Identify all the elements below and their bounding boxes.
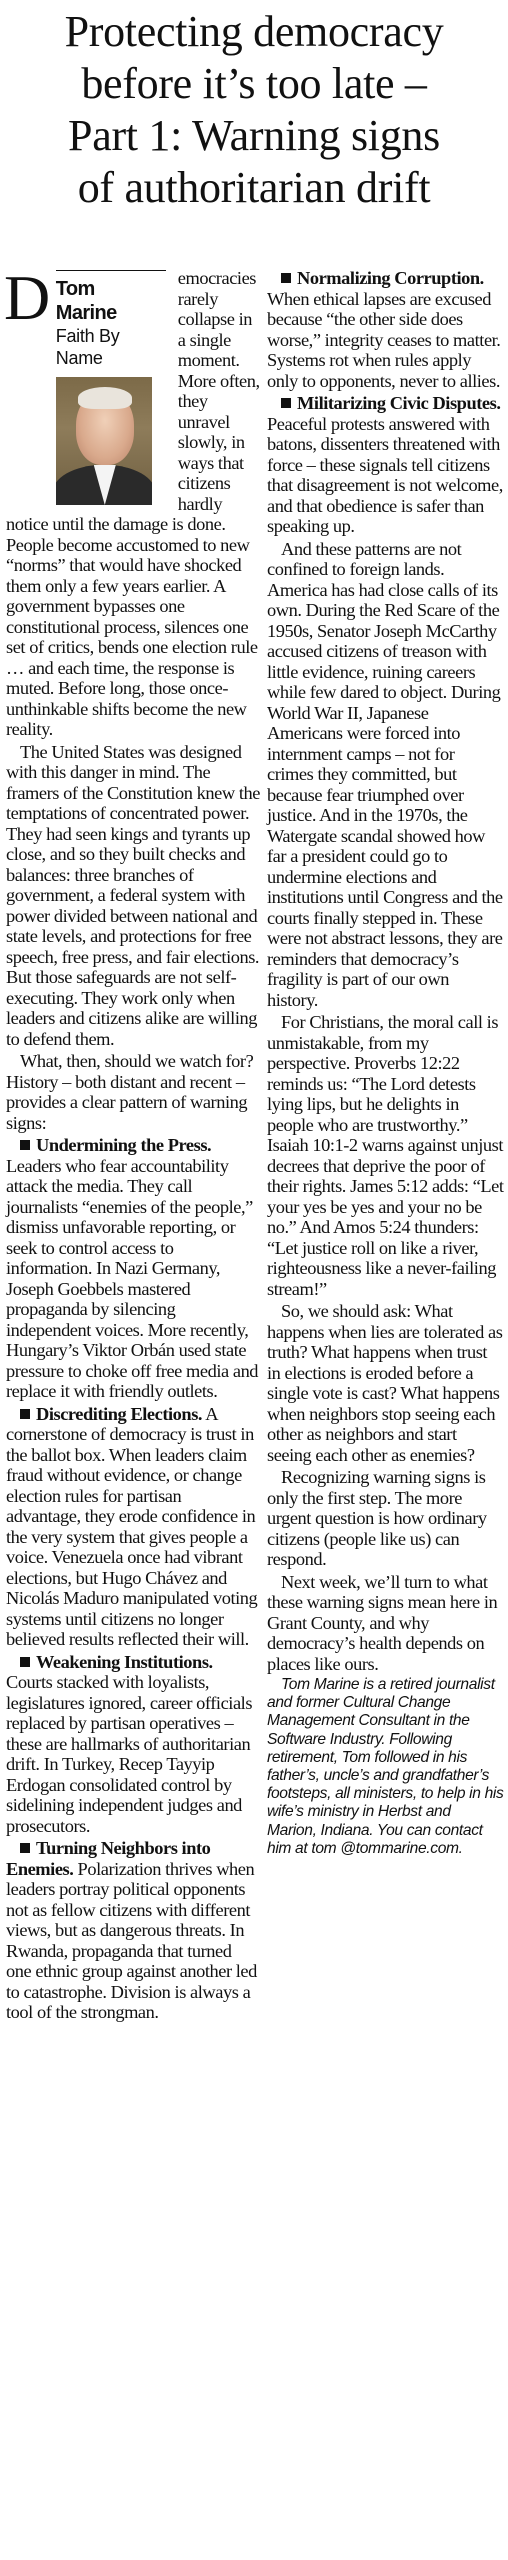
bullet-neighbors-start: [6, 1838, 260, 2023]
author-name-line-1: Tom: [55, 278, 95, 300]
headline-line-4: of authoritarian drift: [77, 163, 431, 212]
byline-box: [56, 270, 166, 505]
paragraph-christians: For Christians, the moral call is unmistakable, from my perspective. Proverbs 12:22 reminds us: “The Lord detests lying lips, but he delights in people who are trustworthy.” Isaiah 10:1-2 warns against unjust decrees that deprive the poor of their rights. James 5:12 adds: “Let your yes be yes and your no be no.” And Amos 5:24 thunders: “Let justice roll on like a river, righteousness like a never-failing stream!”: [267, 1012, 504, 1299]
paragraph-warning-intro: What, then, should we watch for? History – both distant and recent – provides a clear pattern of warning signs:: [6, 1051, 254, 1133]
bullet-press-heading: Undermining the Press.: [36, 1135, 212, 1155]
headline-line-3: Part 1: Warning signs: [68, 111, 440, 160]
lead-text: emocracies rarely collapse in a single moment. More often, they unravel slowly, in ways that citizens hardly notice until the damage is done. People become accustomed to new “norms” that would have shocked them only a few years earlier. A government bypasses one constitutional process, silences one set of critics, bends one election rule … and each time, the response is muted. Before long, those once-unthinkable shifts become the new reality.: [6, 268, 260, 739]
article-column-right: [267, 268, 504, 1860]
headline: [6, 6, 502, 214]
bullet-elections-text: A cornerstone of democracy is trust in the ballot box. When leaders claim fraud without evidence, or change election rules for partisan advantage, they erode confidence in the very system that gives people a voice. Venezuela once had vibrant elections, but Hugo Chávez and Nicolás Maduro manipulated voting systems until citizens no longer believed results reflected their will.: [6, 1403, 258, 1649]
bullet-press: [6, 1135, 260, 1402]
bullet-square-icon: [20, 1140, 30, 1150]
bullet-militarizing-heading: Militarizing Civic Disputes.: [297, 393, 501, 413]
bullet-institutions-text: Courts stacked with loyalists, legislatures ignored, career officials replaced by partisan operatives – these are hallmarks of authoritarian drift. In Turkey, Recep Tayyip Erdogan consolidated control by sidelining independent judges and prosecutors.: [6, 1672, 253, 1836]
drop-cap: D: [4, 262, 50, 333]
bullet-elections: [6, 1404, 260, 1650]
paragraph-history: And these patterns are not confined to foreign lands. America has had close calls of its own. During the Red Scare of the 1950s, Senator Joseph McCarthy accused citizens of treason with little evidence, ruining careers while few dared to object. During World War II, Japanese Americans were forced into internment camps – not for crimes they committed, but because fear triumphed over justice. And in the 1970s, the Watergate scandal showed how far a president could go to undermine elections and institutions until Congress and the courts finally stepped in. These were not abstract lessons, they are reminders that democracy’s fragility is part of our own history.: [267, 538, 503, 1010]
paragraph-next-week: Next week, we’ll turn to what these warning signs mean here in Grant County, and why democracy’s health depends on places like ours.: [267, 1571, 498, 1674]
column-name-line-2: Name: [55, 348, 103, 368]
author-photo: [56, 377, 152, 505]
article-column-left: [4, 262, 260, 2025]
bullet-elections-heading: Discrediting Elections.: [36, 1403, 203, 1424]
bullet-square-icon: [281, 398, 291, 408]
bullet-militarizing-text: Peaceful protests answered with batons, dissenters threatened with force – these signals tell citizens that disagreement is not welcome, and that obedience is safer than speaking up.: [267, 413, 503, 536]
paragraph-recognizing: Recognizing warning signs is only the first step. The more urgent question is how ordinary citizens (people like us) can respond.: [267, 1467, 487, 1569]
bullet-square-icon: [20, 1843, 30, 1853]
author-name-line-2: Marine: [55, 302, 117, 324]
bullet-neighbors-heading: Turning Neighbors into Enemies.: [6, 1838, 211, 1879]
photo-hair: [78, 387, 132, 409]
headline-line-1: Protecting democracy: [64, 7, 444, 56]
bullet-corruption-text: When ethical lapses are excused because “the other side does worse,” integrity ceases to matter. Systems rot when rules apply only to opponents, never to allies.: [267, 288, 501, 391]
author-bio: Tom Marine is a retired journalist and former Cultural Change Management Consultant in the Software Industry. Following retirement, Tom followed in his father’s, uncle’s and grandfather’s footsteps, all ministers, to help in his wife’s ministry in Herbst and Marion, Indiana. You can contact him at tom @tommarine.com.: [267, 1676, 504, 1857]
bullet-militarizing: [267, 393, 504, 537]
column-name-line-1: Faith By: [55, 326, 120, 346]
bullet-square-icon: [20, 1409, 30, 1419]
bullet-neighbors-text: Polarization thrives when leaders portray political opponents not as fellow citizens with different views, but as dangerous threats. In Rwanda, propaganda that turned one ethnic group against another led to catastrophe. Division is always a tool of the strongman.: [6, 1858, 257, 2022]
lead-paragraph: [4, 262, 260, 740]
bullet-square-icon: [281, 273, 291, 283]
headline-line-2: before it’s too late –: [81, 59, 427, 108]
bullet-corruption: [267, 268, 504, 391]
bullet-corruption-heading: Normalizing Corruption.: [297, 268, 484, 288]
bullet-institutions-heading: Weakening Institutions.: [36, 1651, 213, 1672]
bullet-square-icon: [20, 1657, 30, 1667]
paragraph-questions: So, we should ask: What happens when lies are tolerated as truth? What happens when trust in elections is eroded before a single vote is cast? What happens when neighbors stop seeing each other as neighbors and start seeing each other as enemies?: [267, 1301, 503, 1465]
paragraph-framers: The United States was designed with this danger in mind. The framers of the Constitution knew the temptations of concentrated power. They had seen kings and tyrants up close, and so they built checks and balances: three branches of government, a federal system with power divided between national and state levels, and protections for free speech, free press, and fair elections. But those safeguards are not self-executing. They work only when leaders and citizens alike are willing to defend them.: [6, 741, 260, 1049]
bullet-institutions: [6, 1652, 260, 1837]
bullet-press-text: Leaders who fear accountability attack the media. They call journalists “enemies of the people,” dismiss unfavorable reporting, or seek to control access to information. In Nazi Germany, Joseph Goebbels mastered propaganda by silencing independent voices. More recently, Hungary’s Viktor Orbán used state pressure to choke off free media and replace it with friendly outlets.: [6, 1155, 259, 1401]
